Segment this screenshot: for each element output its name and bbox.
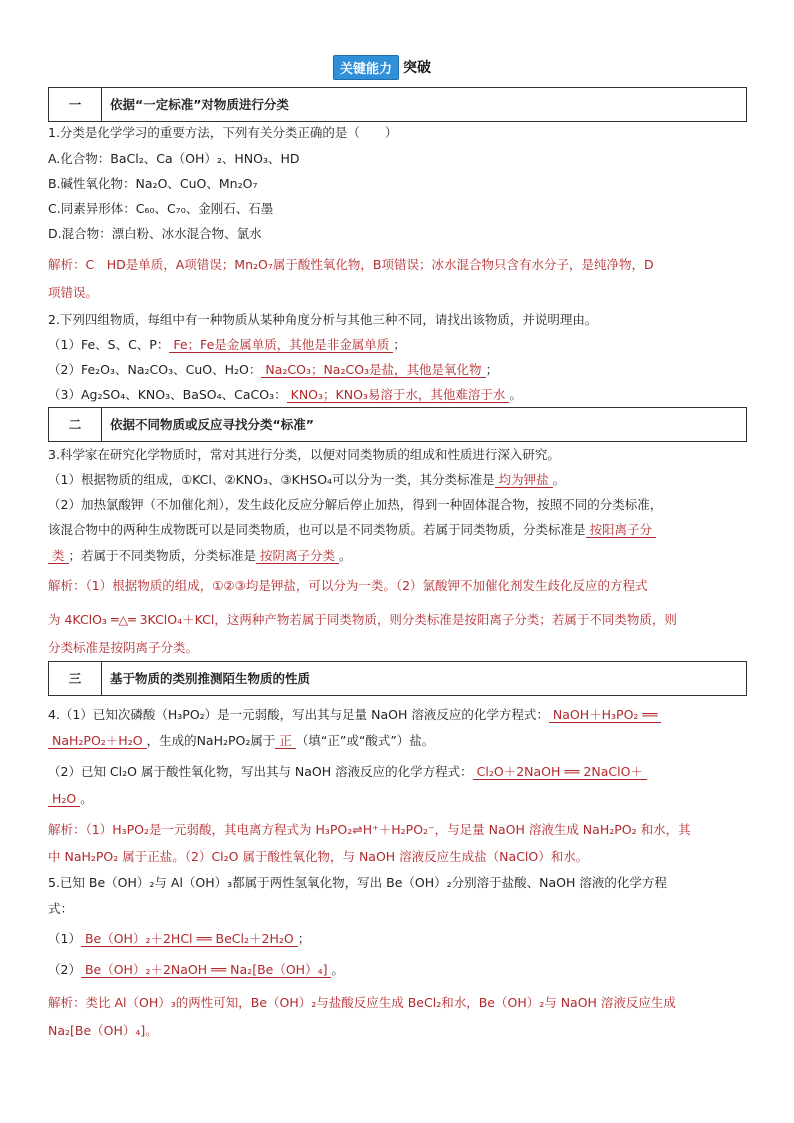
q3-explanation-1: 解析：（1）根据物质的组成，①②③均是钾盐，可以分为一类。（2）氯酸钾不加催化剂发生歧化反应的方程式 — [48, 578, 648, 593]
q1-option-c: C.同素异形体：C₆₀、C₇₀、金刚石、石墨 — [48, 201, 274, 216]
q4-explanation-1: 解析：（1）H₃PO₂是一元弱酸，其电离方程式为 H₃PO₂⇌H⁺＋H₂PO₂⁻，与足量 NaOH 溶液生成 NaH₂PO₂ 和水，其 — [48, 822, 691, 837]
q3-part-4-prompt: ；若属于不同类物质，分类标准是 — [68, 548, 257, 563]
q4-part-2-prompt: （2）已知 Cl₂O 属于酸性氧化物，写出其与 NaOH 溶液反应的化学方程式： — [48, 764, 473, 779]
q1-explanation-2: 项错误。 — [48, 285, 99, 300]
q3-answer-2-cont: 类 — [48, 548, 69, 564]
q4-part-1-end: （填“正”或“酸式”）盐。 — [295, 733, 435, 748]
topic-3-number: 三 — [49, 662, 102, 695]
q2-answer-2: Na₂CO₃；Na₂CO₃是盐，其他是氧化物 — [261, 362, 485, 378]
q3-part-3 — [48, 520, 656, 538]
q1-stem: 1.分类是化学学习的重要方法，下列有关分类正确的是（ ） — [48, 125, 398, 140]
q1-option-a: A.化合物：BaCl₂、Ca（OH）₂、HNO₃、HD — [48, 151, 300, 166]
q4-answer-2: 正 — [275, 733, 296, 749]
q5-answer-1: Be（OH）₂＋2HCl ══ BeCl₂＋2H₂O — [81, 931, 298, 947]
topic-3-label: 基于物质的类别推测陌生物质的性质 — [110, 671, 311, 686]
topic-2-bar — [48, 407, 747, 442]
q4-part-1-prompt: 4.（1）已知次磷酸（H₃PO₂）是一元弱酸，写出其与足量 NaOH 溶液反应的化学方程式： — [48, 707, 549, 722]
q2-answer-1: Fe；Fe是金属单质，其他是非金属单质 — [169, 337, 393, 353]
topic-3-bar — [48, 661, 747, 696]
q4-answer-3-cont: H₂O — [48, 791, 80, 807]
q5-part-1-end: ； — [297, 931, 311, 946]
topic-1-number: 一 — [49, 88, 102, 121]
q3-stem: 3.科学家在研究化学物质时，常对其进行分类，以便对同类物质的组成和性质进行深入研究。 — [48, 447, 560, 462]
q5-stem-1: 5.已知 Be（OH）₂与 Al（OH）₃都属于两性氢氧化物，写出 Be（OH）₂分别溶于盐酸、NaOH 溶液的化学方程 — [48, 875, 667, 890]
q3-part-1-prompt: （1）根据物质的组成，①KCl、②KNO₃、③KHSO₄可以分为一类，其分类标准是 — [48, 472, 495, 487]
q5-part-2-label: （2） — [48, 962, 81, 977]
q4-answer-3: Cl₂O＋2NaOH ══ 2NaClO＋ — [473, 764, 647, 780]
q2-part-3-end: 。 — [509, 387, 522, 402]
q5-part-2 — [48, 960, 344, 978]
q4-part-1-cont — [48, 731, 434, 749]
q5-part-1 — [48, 929, 310, 947]
q2-part-1-end: ； — [393, 337, 406, 352]
q2-part-2-prompt: （2）Fe₂O₃、Na₂CO₃、CuO、H₂O： — [48, 362, 262, 377]
q4-part-2 — [48, 762, 647, 780]
q3-explanation-2: 为 4KClO₃ ═△═ 3KClO₄＋KCl，这两种产物若属于同类物质，则分类标准是按阳离子分类；若属于不同类物质，则 — [48, 612, 677, 627]
q4-answer-1: NaOH＋H₃PO₂ ══ — [549, 707, 662, 723]
q3-part-4-end: 。 — [339, 548, 352, 563]
q2-part-3 — [48, 385, 522, 403]
q2-part-1 — [48, 335, 406, 353]
q4-part-2-cont — [48, 789, 93, 807]
q4-answer-1-cont: NaH₂PO₂＋H₂O — [48, 733, 147, 749]
q1-explanation-1: 解析：C HD是单质，A项错误；Mn₂O₇属于酸性氧化物，B项错误；冰水混合物只含有水分子，是纯净物，D — [48, 257, 654, 272]
q3-explanation-3: 分类标准是按阴离子分类。 — [48, 640, 199, 655]
q4-part-1-mid: ，生成的NaH₂PO₂属于 — [146, 733, 276, 748]
q5-stem-2: 式： — [48, 901, 74, 916]
q2-stem: 2.下列四组物质，每组中有一种物质从某种角度分析与其他三种不同，请找出该物质，并说明理由。 — [48, 312, 598, 327]
q2-answer-3: KNO₃；KNO₃易溶于水，其他难溶于水 — [287, 387, 510, 403]
q1-option-b: B.碱性氧化物：Na₂O、CuO、Mn₂O₇ — [48, 176, 258, 191]
q3-answer-3: 按阴离子分类 — [256, 548, 339, 564]
q2-part-3-prompt: （3）Ag₂SO₄、KNO₃、BaSO₄、CaCO₃： — [48, 387, 287, 402]
header-rest: 突破 — [403, 60, 432, 76]
q3-part-3-prompt: 该混合物中的两种生成物既可以是同类物质，也可以是不同类物质。若属于同类物质，分类标准是 — [48, 522, 586, 537]
q3-part-4 — [48, 546, 352, 564]
topic-2-label: 依据不同物质或反应寻找分类“标准” — [110, 417, 314, 432]
section-header — [333, 56, 431, 78]
q3-part-2: （2）加热氯酸钾（不加催化剂），发生歧化反应分解后停止加热，得到一种固体混合物，按照不同的分类标准， — [48, 497, 663, 512]
q2-part-2 — [48, 360, 498, 378]
q3-part-1-end: 。 — [552, 472, 566, 487]
q4-part-2-end: 。 — [80, 791, 93, 806]
q4-explanation-2: 中 NaH₂PO₂ 属于正盐。（2）Cl₂O 属于酸性氧化物，与 NaOH 溶液反应生成盐（NaClO）和水。 — [48, 849, 589, 864]
q5-explanation-1: 解析：类比 Al（OH）₃的两性可知，Be（OH）₂与盐酸反应生成 BeCl₂和水，Be（OH）₂与 NaOH 溶液反应生成 — [48, 995, 676, 1010]
topic-1-bar — [48, 87, 747, 122]
q5-part-2-end: 。 — [331, 962, 344, 977]
topic-1-label: 依据“一定标准”对物质进行分类 — [110, 97, 289, 112]
q5-part-1-label: （1） — [48, 931, 81, 946]
q1-option-d: D.混合物：漂白粉、冰水混合物、氯水 — [48, 226, 262, 241]
topic-2-number: 二 — [49, 408, 102, 441]
q5-explanation-2: Na₂[Be（OH）₄]。 — [48, 1023, 158, 1038]
header-box: 关键能力 — [333, 55, 399, 80]
q2-part-1-prompt: （1）Fe、S、C、P： — [48, 337, 170, 352]
q3-answer-1: 均为钾盐 — [495, 472, 553, 488]
q2-part-2-end: ； — [485, 362, 499, 377]
q5-answer-2: Be（OH）₂＋2NaOH ══ Na₂[Be（OH）₄] — [81, 962, 332, 978]
q4-part-1 — [48, 705, 661, 723]
q3-part-1 — [48, 470, 565, 488]
q3-answer-2: 按阳离子分 — [586, 522, 657, 538]
